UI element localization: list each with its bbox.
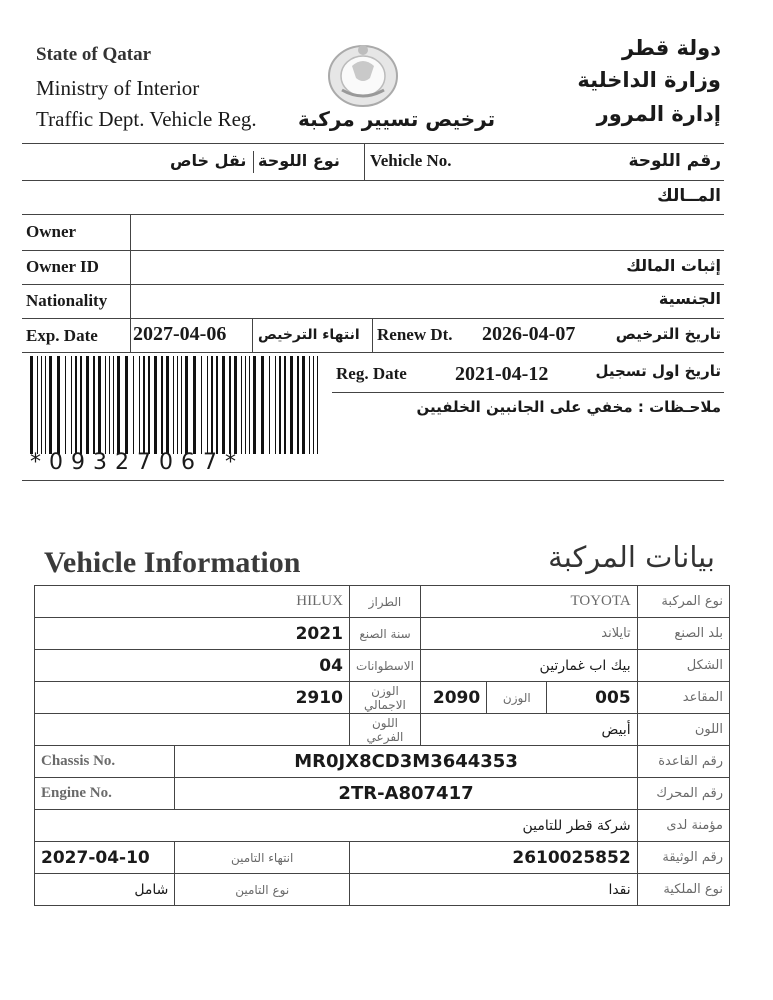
barcode-bar	[173, 356, 174, 454]
barcode-bar	[93, 356, 95, 454]
divider	[22, 250, 724, 251]
barcode-bar	[245, 356, 246, 454]
plate-no-label-ar: رقم اللوحة	[628, 151, 721, 171]
barcode-bar	[65, 356, 66, 454]
exp-date-value: 2027-04-06	[133, 323, 227, 345]
shape-label-ar: الشكل	[637, 650, 729, 682]
chassis-label: Chassis No.	[35, 746, 175, 778]
barcode-bar	[211, 356, 213, 454]
divider	[22, 318, 724, 319]
divider	[253, 151, 254, 173]
reg-date-label: Reg. Date	[336, 364, 407, 383]
plate-type-label-ar: نوع اللوحة	[258, 151, 340, 170]
owner-id-label-ar: إثبات المالك	[626, 256, 721, 275]
insured-label-ar: مؤمنة لدى	[637, 810, 729, 842]
table-row	[35, 778, 730, 810]
divider	[22, 143, 724, 144]
barcode-bar	[181, 356, 182, 454]
table-row	[35, 746, 730, 778]
divider	[252, 318, 253, 352]
color-value: أبيض	[421, 714, 638, 746]
chassis-label-ar: رقم القاعدة	[637, 746, 729, 778]
barcode-bar	[113, 356, 114, 454]
barcode-bar	[269, 356, 270, 454]
barcode-bar	[117, 356, 120, 454]
year-value: 2021	[35, 618, 350, 650]
barcode-bar	[154, 356, 157, 454]
vehicle-info-table	[34, 585, 730, 906]
ins-type-label-ar: نوع التامين	[175, 874, 350, 906]
cylinders-value: 04	[35, 650, 350, 682]
barcode-bar	[279, 356, 281, 454]
barcode-bar	[41, 356, 42, 454]
barcode-bar	[193, 356, 196, 454]
vehicle-info-title: Vehicle Information	[44, 546, 301, 579]
barcode-icon	[30, 356, 320, 454]
divider	[22, 480, 724, 481]
barcode-bar	[317, 356, 318, 454]
barcode-bar	[45, 356, 46, 454]
notes-ar: ملاحـظات : مخفي على الجانبين الخلفيين	[416, 398, 721, 416]
make-label-ar: نوع المركبة	[637, 586, 729, 618]
state-ar: دولة قطر	[621, 36, 721, 60]
barcode-bar	[290, 356, 293, 454]
owner-label: Owner	[26, 222, 77, 241]
chassis-value: MR0JX8CD3M3644353	[175, 746, 637, 778]
country-label-ar: بلد الصنع	[637, 618, 729, 650]
table-row	[35, 586, 730, 618]
weight-value: 2090	[421, 682, 487, 714]
plate-type-value: نقل خاص	[170, 151, 247, 170]
ins-expiry-value: 2027-04-10	[35, 842, 175, 874]
table-row	[35, 682, 730, 714]
make-value: TOYOTA	[421, 586, 638, 618]
table-row	[35, 714, 730, 746]
nationality-label-ar: الجنسية	[658, 289, 721, 308]
barcode-bar	[75, 356, 77, 454]
subcolor-label-ar: اللون الفرعي	[349, 714, 420, 746]
weight-label-ar: الوزن	[487, 682, 547, 714]
barcode-bar	[133, 356, 134, 454]
year-label-ar: سنة الصنع	[349, 618, 420, 650]
ownership-label-ar: نوع الملكية	[637, 874, 729, 906]
table-row	[35, 874, 730, 906]
barcode-bar	[57, 356, 60, 454]
exp-date-label: Exp. Date	[26, 326, 98, 345]
owner-id-label: Owner ID	[26, 257, 99, 276]
barcode-bar	[185, 356, 188, 454]
ownership-value: نقدا	[349, 874, 637, 906]
nationality-label: Nationality	[26, 291, 108, 310]
table-row	[35, 842, 730, 874]
policy-label-ar: رقم الوثيقة	[637, 842, 729, 874]
barcode-bar	[105, 356, 106, 454]
table-row	[35, 650, 730, 682]
subcolor-value	[35, 714, 350, 746]
barcode-bar	[30, 356, 33, 454]
model-value: HILUX	[35, 586, 350, 618]
barcode-bar	[222, 356, 225, 454]
barcode-bar	[234, 356, 237, 454]
barcode-bar	[148, 356, 150, 454]
policy-value: 2610025852	[349, 842, 637, 874]
model-label-ar: الطراز	[349, 586, 420, 618]
vehicle-no-label: Vehicle No.	[370, 151, 452, 170]
barcode-bar	[86, 356, 89, 454]
barcode-bar	[253, 356, 256, 454]
table-row	[35, 618, 730, 650]
state-en: State of Qatar	[36, 44, 152, 65]
barcode-bar	[109, 356, 110, 454]
ins-type-value: شامل	[35, 874, 175, 906]
barcode-bar	[309, 356, 310, 454]
barcode-bar	[284, 356, 286, 454]
divider	[22, 284, 724, 285]
barcode-bar	[207, 356, 208, 454]
barcode-bar	[241, 356, 242, 454]
renew-value: 2026-04-07	[482, 323, 576, 345]
dept-ar: إدارة المرور	[596, 102, 721, 126]
barcode-bar	[201, 356, 202, 454]
barcode-bar	[275, 356, 276, 454]
divider	[22, 214, 724, 215]
barcode-bar	[71, 356, 72, 454]
barcode-bar	[166, 356, 169, 454]
engine-label: Engine No.	[35, 778, 175, 810]
barcode-bar	[139, 356, 140, 454]
barcode-bar	[177, 356, 178, 454]
vehicle-info-title-ar: بيانات المركبة	[548, 540, 715, 574]
barcode-bar	[261, 356, 264, 454]
ins-expiry-label-ar: انتهاء التامين	[175, 842, 350, 874]
barcode-bar	[249, 356, 250, 454]
engine-value: 2TR-A807417	[175, 778, 637, 810]
barcode-bar	[161, 356, 163, 454]
dept-en: Traffic Dept. Vehicle Reg.	[36, 107, 257, 131]
gross-weight-label-ar: الوزن الاجمالي	[349, 682, 420, 714]
divider	[22, 180, 724, 181]
barcode-bar	[313, 356, 314, 454]
barcode-text: *09327067*	[30, 450, 244, 475]
color-label-ar: اللون	[637, 714, 729, 746]
barcode-bar	[125, 356, 128, 454]
barcode-bar	[49, 356, 52, 454]
divider	[364, 143, 365, 180]
ministry-en: Ministry of Interior	[36, 76, 200, 100]
insured-value: شركة قطر للتامين	[35, 810, 638, 842]
divider	[130, 214, 131, 352]
reg-date-value: 2021-04-12	[455, 363, 549, 385]
divider	[22, 352, 724, 353]
divider	[372, 318, 373, 352]
engine-label-ar: رقم المحرك	[637, 778, 729, 810]
owner-section-ar: المــالك	[657, 186, 721, 206]
first-reg-label-ar: تاريخ اول تسجيل	[595, 362, 721, 380]
shape-value: بيك اب غمارتين	[421, 650, 638, 682]
barcode-bar	[297, 356, 299, 454]
cylinders-label-ar: الاسطوانات	[349, 650, 420, 682]
country-value: تايلاند	[421, 618, 638, 650]
barcode-bar	[229, 356, 231, 454]
ministry-ar: وزارة الداخلية	[577, 68, 721, 92]
barcode-bar	[80, 356, 82, 454]
seats-value: 005	[547, 682, 637, 714]
qatar-emblem-icon	[322, 38, 404, 110]
barcode-bar	[143, 356, 145, 454]
seats-label-ar: المقاعد	[637, 682, 729, 714]
exp-date-label-ar: انتهاء الترخيص	[258, 327, 360, 343]
barcode-bar	[216, 356, 218, 454]
barcode-bar	[302, 356, 305, 454]
renew-label: Renew Dt.	[377, 325, 453, 344]
divider	[332, 392, 724, 393]
barcode-bar	[37, 356, 38, 454]
renew-label-ar: تاريخ الترخيص	[615, 325, 721, 343]
barcode-bar	[98, 356, 101, 454]
gross-weight-value: 2910	[35, 682, 350, 714]
table-row	[35, 810, 730, 842]
title-ar: ترخيص تسيير مركبة	[298, 107, 496, 131]
